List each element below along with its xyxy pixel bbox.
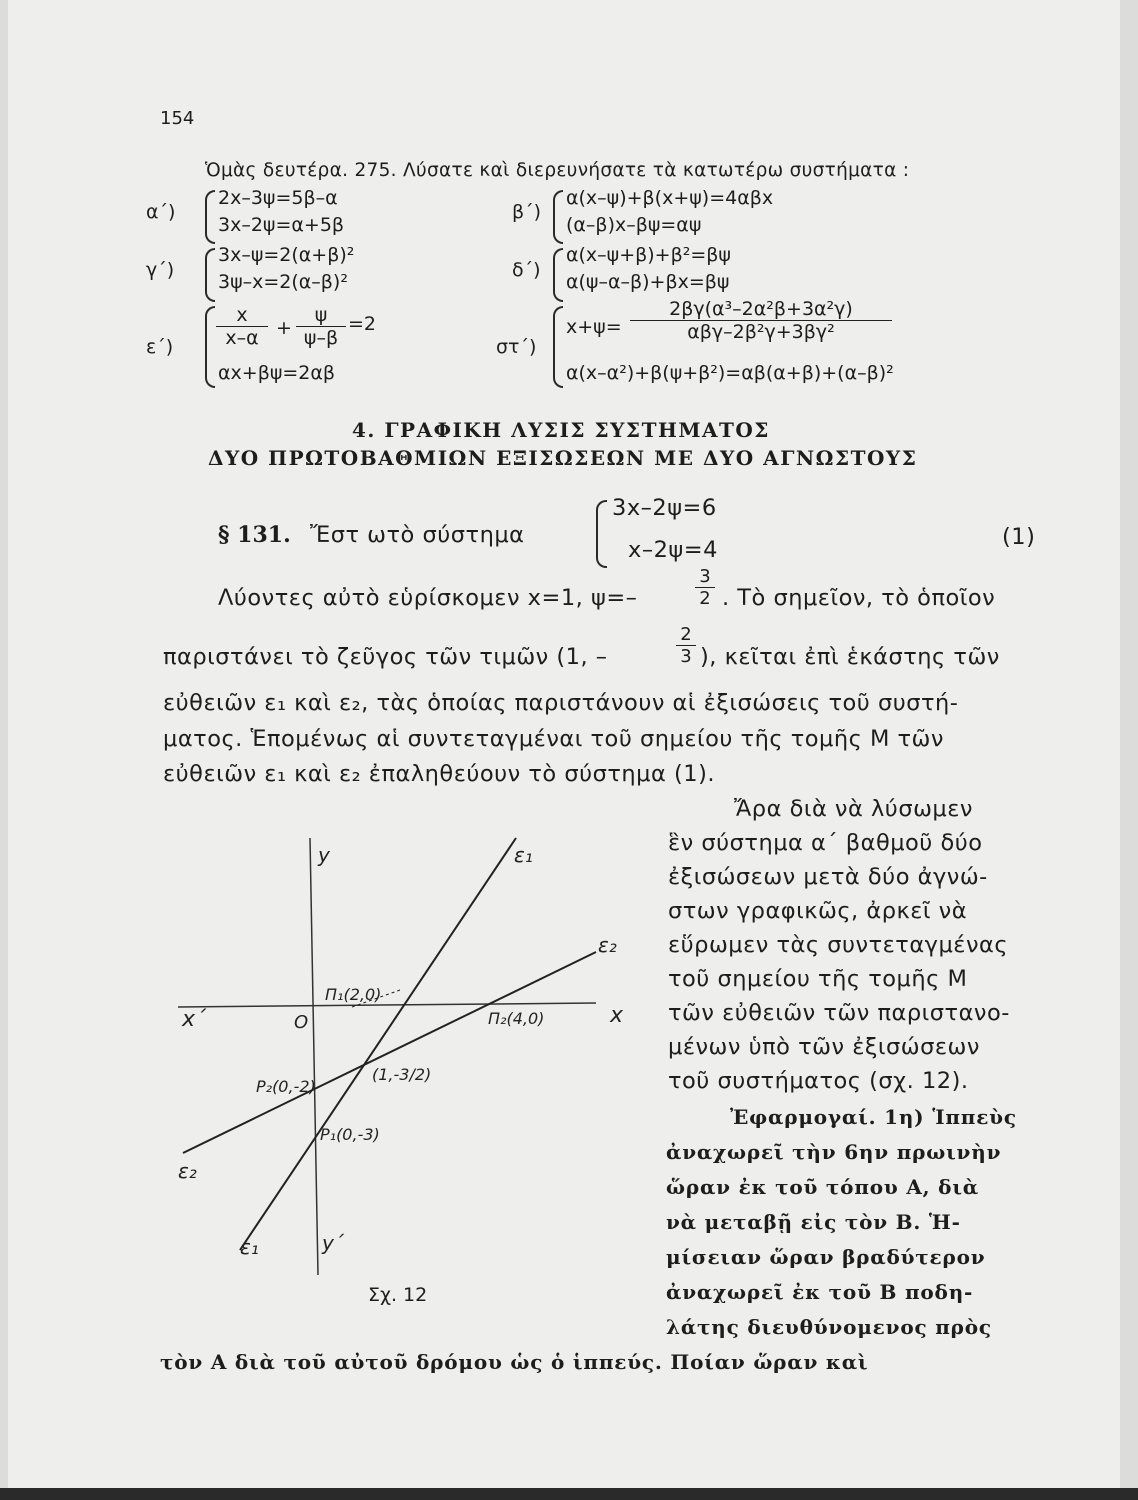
system-e-rhs: =2 — [348, 313, 377, 335]
system-e-label: ε΄) — [146, 336, 174, 358]
text-line-right: εὕρωμεν τὰς συντεταγμένας — [668, 932, 1009, 958]
applications-line: λάτης διευθύνομενος πρὸς — [666, 1315, 992, 1339]
main-system-number: (1) — [1002, 524, 1036, 550]
system-c-eq1: 3x–ψ=2(α+β)² — [218, 244, 355, 266]
text-line-right: τοῦ συστήματος (σχ. 12). — [668, 1068, 969, 1094]
group-heading: Ὁμὰς δευτέρα. 275. Λύσατε καὶ διερευνήσατε τὰ κατωτέρω συστήματα : — [205, 160, 910, 181]
applications-line: μίσειαν ὥραν βραδύτερον — [666, 1245, 986, 1269]
label-e2-bottom: ε₂ — [178, 1159, 197, 1183]
fraction-denominator: 2 — [699, 588, 711, 609]
label-e1-bottom: ε₁ — [240, 1235, 259, 1259]
text-line-right: στων γραφικῶς, ἀρκεῖ νὰ — [668, 898, 968, 924]
text-line-right: ἓν σύστημα α΄ βαθμοῦ δύο — [668, 830, 983, 856]
fraction-denominator: αβγ–2β²γ+3βγ² — [687, 321, 835, 343]
fraction-denominator: ψ–β — [303, 327, 339, 349]
text-line-right: μένων ὑπὸ τῶν ἐξισώσεων — [668, 1034, 980, 1060]
applications-line: ὥραν ἐκ τοῦ τόπου Α, διὰ — [666, 1175, 979, 1199]
label-pi1: Π₁(2,0) — [325, 985, 382, 1004]
intro-text: Ἔστ ωτὸ σύστημα — [310, 522, 525, 548]
x-axis — [178, 1003, 596, 1007]
label-x: x — [610, 1003, 624, 1028]
paragraph-number: § 131. — [218, 522, 291, 548]
label-e1-top: ε₁ — [514, 843, 533, 867]
fraction-numerator: 2 — [680, 624, 692, 645]
fraction-numerator: ψ — [314, 304, 328, 326]
system-b-eq2: (α–β)x–βψ=αψ — [566, 214, 702, 236]
main-system-eq2: x–2ψ=4 — [628, 537, 718, 563]
text-line-right: Ἄρα διὰ νὰ λύσωμεν — [734, 796, 973, 822]
label-e2-top: ε₂ — [598, 933, 617, 957]
system-a-label: α΄) — [146, 201, 176, 223]
y-axis — [310, 838, 318, 1275]
figure-caption: Σχ. 12 — [368, 1284, 428, 1306]
label-p2: P₂(0,-2) — [256, 1077, 316, 1096]
solution-text-after: . Τὸ σημεῖον, τὸ ὁποῖον — [722, 585, 996, 611]
applications-line: νὰ μεταβῇ εἰς τὸν Β. Ἡ- — [666, 1210, 961, 1234]
system-d-eq2: α(ψ–α–β)+βx=βψ — [566, 271, 730, 293]
system-e-plus: + — [276, 317, 292, 339]
text-line-right: τοῦ σημείου τῆς τομῆς Μ — [668, 966, 968, 992]
system-c-label: γ΄) — [146, 259, 175, 281]
system-b-label: β΄) — [512, 201, 542, 223]
system-st-lhs: x+ψ= — [566, 316, 622, 338]
section-title-2: ΔΥΟ ΠΡΩΤΟΒΑΘΜΙΩΝ ΕΞΙΣΩΣΕΩΝ ΜΕ ΔΥΟ ΑΓΝΩΣΤΟΥΣ — [208, 446, 918, 470]
system-d-eq1: α(x–ψ+β)+β²=βψ — [566, 244, 731, 266]
fraction-denominator: x–α — [225, 327, 259, 349]
fraction-denominator: 3 — [680, 646, 692, 667]
last-line: τὸν Α διὰ τοῦ αὐτοῦ δρόμου ὡς ὁ ἱππεύς. Ποίαν ὥραν καὶ — [160, 1350, 869, 1374]
fraction-numerator: 2βγ(α³–2α²β+3α²γ) — [669, 298, 853, 320]
applications-line: ἀναχωρεῖ τὴν 6ην πρωινὴν — [666, 1140, 1002, 1164]
system-st-label: στ΄) — [496, 336, 537, 358]
system-c-eq2: 3ψ–x=2(α–β)² — [218, 271, 348, 293]
label-pi2: Π₂(4,0) — [488, 1009, 545, 1028]
system-d-label: δ΄) — [512, 259, 541, 281]
text-line: ματος. Ἑπομένως αἱ συντεταγμέναι τοῦ σημείου τῆς τομῆς Μ τῶν — [163, 726, 944, 752]
label-p1: P₁(0,-3) — [320, 1125, 380, 1144]
system-e-eq2: αx+βψ=2αβ — [218, 362, 336, 384]
label-y-prime: y΄ — [322, 1231, 344, 1255]
system-a-eq2: 3x–2ψ=α+5β — [218, 214, 345, 236]
page-number: 154 — [160, 108, 195, 129]
pair-text-after: ), κεῖται ἐπὶ ἑκάστης τῶν — [700, 644, 1000, 670]
applications-line: ἀναχωρεῖ ἐκ τοῦ Β ποδη- — [666, 1280, 974, 1304]
label-x-prime: x΄ — [182, 1007, 207, 1032]
system-b-eq1: α(x–ψ)+β(x+ψ)=4αβx — [566, 187, 774, 209]
label-y: y — [318, 843, 330, 867]
label-intersection: (1,-3/2) — [372, 1065, 432, 1084]
line-e2 — [183, 952, 596, 1153]
system-st-eq2: α(x–α²)+β(ψ+β²)=αβ(α+β)+(α–β)² — [566, 362, 894, 384]
label-origin: O — [294, 1012, 309, 1033]
text-line-right: τῶν εὐθειῶν τῶν παριστανο- — [668, 1000, 1010, 1026]
applications-line: Ἐφαρμογαί. 1η) Ἱππεὺς — [730, 1105, 1017, 1129]
main-system-eq1: 3x–2ψ=6 — [612, 495, 717, 521]
fraction-numerator: x — [236, 304, 248, 326]
system-a-eq1: 2x–3ψ=5β–α — [218, 187, 338, 209]
text-line: εὐθειῶν ε₁ καὶ ε₂, τὰς ὁποίας παριστάνουν αἱ ἐξισώσεις τοῦ συστή- — [163, 690, 959, 716]
line-e1 — [240, 838, 516, 1250]
section-title-1: 4. ΓΡΑΦΙΚΗ ΛΥΣΙΣ ΣΥΣΤΗΜΑΤΟΣ — [352, 418, 770, 442]
pair-text-before: παριστάνει τὸ ζεῦγος τῶν τιμῶν (1, – — [163, 644, 608, 670]
text-line-right: ἐξισώσεων μετὰ δύο ἀγνώ- — [668, 864, 988, 890]
text-line: εὐθειῶν ε₁ καὶ ε₂ ἐπαληθεύουν τὸ σύστημα (1). — [163, 761, 716, 787]
solution-text-before: Λύοντες αὐτὸ εὑρίσκομεν x=1, ψ=– — [218, 585, 638, 611]
fraction-numerator: 3 — [699, 566, 711, 587]
